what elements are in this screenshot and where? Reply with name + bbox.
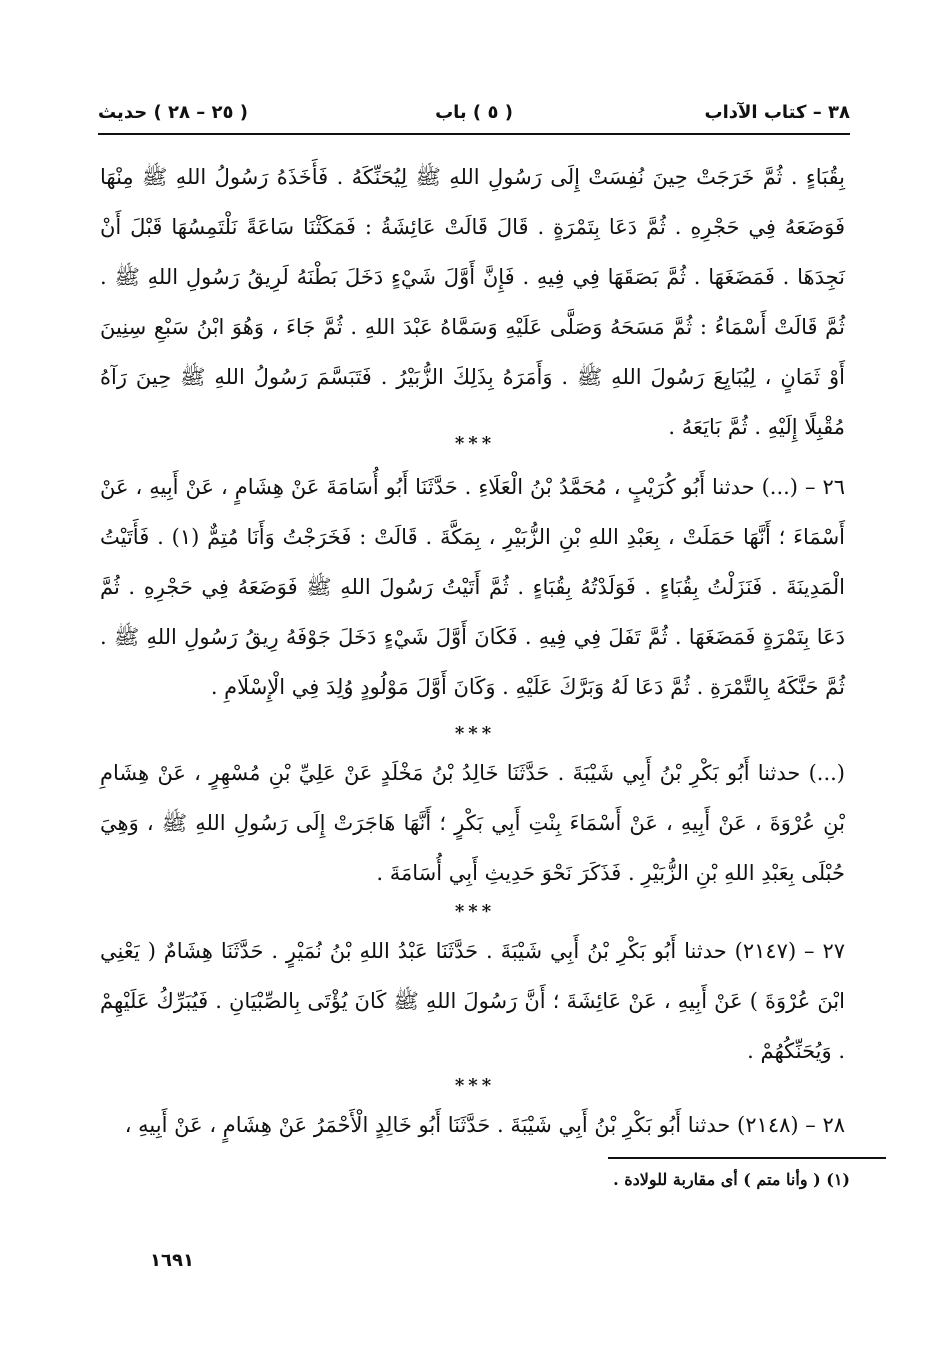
hadith-27: ٢٧ – (٢١٤٧) حدثنا أَبُو بَكْرِ بْنُ أَبِي شَيْبَةَ . حَدَّثَنَا عَبْدُ اللهِ بْنُ نُمَيْرٍ . حَدَّثَنَا هِشَامٌ ( يَعْنِي ابْنَ عُرْوَةَ ) عَنْ أَبِيهِ ، عَنْ عَائِشَةَ ؛ أَنَّ رَسُولَ اللهِ ﷺ كَانَ يُؤْتَى بِالصِّبْيَانِ . فَيُبَرِّكُ عَلَيْهِمْ . وَيُحَنِّكُهُمْ .	[100, 939, 846, 1063]
page-header	[98, 96, 850, 132]
page-number: ١٦٩١	[150, 1250, 194, 1271]
header-hadith-range: ( ٢٥ – ٢٨ ) حديث	[98, 102, 248, 123]
header-book-title: ٣٨ – كتاب الآداب	[704, 102, 850, 123]
hadith-26: ٢٦ – (...) حدثنا أَبُو كُرَيْبٍ ، مُحَمَّدُ بْنُ الْعَلَاءِ . حَدَّثَنَا أَبُو أُسَامَةَ عَنْ هِشَامٍ ، عَنْ أَبِيهِ ، عَنْ أَسْمَاءَ ؛ أَنَّهَا حَمَلَتْ ، بِعَبْدِ اللهِ بْنِ الزُّبَيْرِ ، بِمَكَّةَ . قَالَتْ : فَخَرَجْتُ وَأَنَا مُتِمٌّ (١) . فَأَتَيْتُ الْمَدِينَةَ . فَنَزَلْتُ بِقُبَاءٍ . فَوَلَدْتُهُ بِقُبَاءٍ . ثُمَّ أَتَيْتُ رَسُولَ اللهِ ﷺ فَوَضَعَهُ فِي حَجْرِهِ . ثُمَّ دَعَا بِتَمْرَةٍ فَمَضَغَهَا . ثُمَّ تَفَلَ فِي فِيهِ . فَكَانَ أَوَّلَ شَيْءٍ دَخَلَ جَوْفَهُ رِيقُ رَسُولِ اللهِ ﷺ . ثُمَّ حَنَّكَهُ بِالتَّمْرَةِ . ثُمَّ دَعَا لَهُ وَبَرَّكَ عَلَيْهِ . وَكَانَ أَوَّلَ مَوْلُودٍ وُلِدَ فِي الْإِسْلَامِ .	[100, 475, 845, 699]
separator-stars: ***	[454, 1075, 496, 1096]
footnote-rule	[608, 1157, 886, 1159]
header-chapter: ( ٥ ) باب	[435, 102, 513, 123]
footnote: (١) ( وأنا متم ) أى مقاربة للولادة .	[613, 1170, 850, 1189]
hadith-26-variant: (...) حدثنا أَبُو بَكْرِ بْنُ أَبِي شَيْبَةَ . حَدَّثَنَا خَالِدُ بْنُ مَخْلَدٍ عَنْ عَلِيِّ بْنِ مُسْهِرٍ ، عَنْ هِشَامِ بْنِ عُرْوَةَ ، عَنْ أَبِيهِ ، عَنْ أَسْمَاءَ بِنْتِ أَبِي بَكْرٍ ؛ أَنَّهَا هَاجَرَتْ إِلَى رَسُولِ اللهِ ﷺ ، وَهِيَ حُبْلَى بِعَبْدِ اللهِ بْنِ الزُّبَيْرِ . فَذَكَرَ نَحْوَ حَدِيثِ أَبِي أُسَامَةَ .	[100, 761, 845, 885]
separator-stars: ***	[454, 723, 496, 744]
hadith-28: ٢٨ – (٢١٤٨) حدثنا أَبُو بَكْرِ بْنُ أَبِي شَيْبَةَ . حَدَّثَنَا أَبُو خَالِدٍ الْأَحْمَرُ عَنْ هِشَامٍ ، عَنْ أَبِيهِ ،	[124, 1113, 845, 1137]
paragraph-continuation: بِقُبَاءٍ . ثُمَّ خَرَجَتْ حِينَ نُفِسَتْ إِلَى رَسُولِ اللهِ ﷺ لِيُحَنِّكَهُ . فَأَخَذَهُ رَسُولُ اللهِ ﷺ مِنْهَا فَوَضَعَهُ فِي حَجْرِهِ . ثُمَّ دَعَا بِتَمْرَةٍ . قَالَ قَالَتْ عَائِشَةُ : فَمَكَثْنَا سَاعَةً نَلْتَمِسُهَا قَبْلَ أَنْ نَجِدَهَا . فَمَضَغَهَا . ثُمَّ بَصَقَهَا فِي فِيهِ . فَإِنَّ أَوَّلَ شَيْءٍ دَخَلَ بَطْنَهُ لَرِيقُ رَسُولِ اللهِ ﷺ . ثُمَّ قَالَتْ أَسْمَاءُ : ثُمَّ مَسَحَهُ وَصَلَّى عَلَيْهِ وَسَمَّاهُ عَبْدَ اللهِ . ثُمَّ جَاءَ ، وَهُوَ ابْنُ سَبْعِ سِنِينَ أَوْ ثَمَانٍ ، لِيُبَايِعَ رَسُولَ اللهِ ﷺ . وَأَمَرَهُ بِذَلِكَ الزُّبَيْرُ . فَتَبَسَّمَ رَسُولُ اللهِ ﷺ حِينَ رَآهُ مُقْبِلًا إِلَيْهِ . ثُمَّ بَايَعَهُ .	[100, 165, 845, 439]
separator-stars: ***	[454, 901, 496, 922]
separator-stars: ***	[454, 433, 496, 454]
header-rule	[98, 133, 850, 135]
